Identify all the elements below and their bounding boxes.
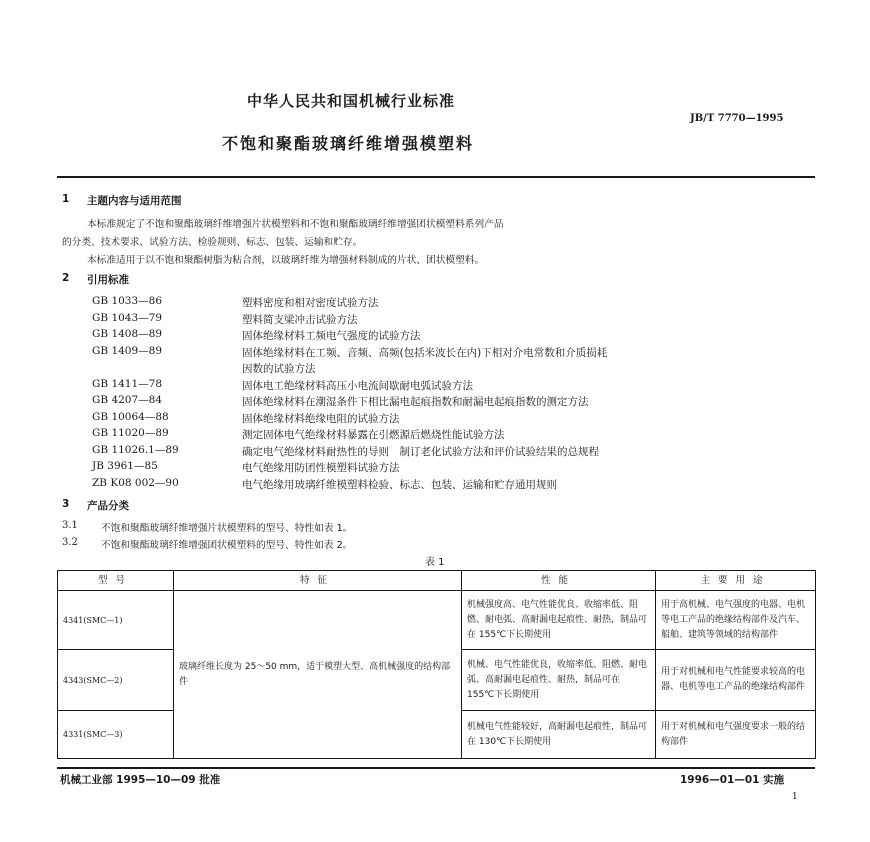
reference-code: GB 1409—89	[92, 345, 163, 357]
item-3-2-number: 3.2	[62, 537, 78, 548]
reference-title: 确定电气绝缘材料耐热性的导则 制订老化试验方法和评价试验结果的总规程	[242, 446, 599, 458]
header-usage: 主要用途	[656, 571, 816, 591]
reference-code: ZB K08 002—90	[92, 477, 179, 489]
item-3-1-number: 3.1	[62, 520, 78, 531]
cell-feature: 玻璃纤维长度为 25～50 mm，适于模塑大型、高机械强度的结构部件	[174, 591, 462, 759]
section-1-para2: 本标准适用于以不饱和聚酯树脂为粘合剂，以玻璃纤维为增强材料制成的片状、团状模塑料。	[87, 255, 485, 266]
item-3-2-text: 不饱和聚酯玻璃纤维增强团状模塑料的型号、特性如表 2。	[101, 540, 353, 551]
section-1-para1-line2: 的分类、技术要求、试验方法、检验规则、标志、包装、运输和贮存。	[62, 237, 363, 248]
document-title: 不饱和聚酯玻璃纤维增强模塑料	[222, 134, 475, 153]
cell-model: 4341(SMC—1)	[58, 591, 174, 650]
cell-usage: 用于对机械和电气强度要求一般的结构部件	[656, 711, 816, 759]
reference-code: GB 1408—89	[92, 328, 163, 340]
section-1-title: 主题内容与适用范围	[87, 195, 182, 207]
cell-usage: 用于对机械和电气性能要求较高的电器、电机等电工产品的绝缘结构部件	[656, 650, 816, 711]
reference-code: GB 1033—86	[92, 295, 163, 307]
cell-model: 4331(SMC—3)	[58, 711, 174, 759]
section-1-para1-line1: 本标准规定了不饱和聚酯玻璃纤维增强片状模塑料和不饱和聚酯玻璃纤维增强团状模塑料系列产品	[87, 219, 504, 230]
reference-title: 塑料密度和相对密度试验方法	[242, 297, 379, 309]
section-2-number: 2	[62, 272, 70, 284]
reference-title: 固体绝缘材料绝缘电阻的试验方法	[242, 413, 400, 425]
reference-title: 塑料简支梁冲击试验方法	[242, 314, 358, 326]
standard-category: 中华人民共和国机械行业标准	[247, 92, 456, 110]
header-model: 型号	[58, 571, 174, 591]
reference-code: GB 11026.1—89	[92, 444, 179, 456]
cell-performance: 机械电气性能较好，高耐漏电起痕性，制品可在 130℃下长期使用	[462, 711, 656, 759]
approval-line: 机械工业部 1995—10—09 批准	[60, 774, 221, 786]
cell-usage: 用于高机械、电气强度的电器、电机等电工产品的绝缘结构部件及汽车、船舶、建筑等领域的结构部件	[656, 591, 816, 650]
table-header-row	[58, 571, 816, 591]
product-table	[57, 570, 816, 759]
reference-code: JB 3961—85	[92, 460, 158, 472]
implementation-line: 1996—01—01 实施	[680, 774, 785, 786]
reference-code: GB 1411—78	[92, 378, 163, 390]
cell-model: 4343(SMC—2)	[58, 650, 174, 711]
header-performance: 性能	[462, 571, 656, 591]
header-feature: 特征	[174, 571, 462, 591]
item-3-1-text: 不饱和聚酯玻璃纤维增强片状模塑料的型号、特性如表 1。	[101, 523, 353, 534]
table-row	[58, 591, 816, 650]
reference-title: 固体绝缘材料工频电气强度的试验方法	[242, 330, 421, 342]
table-caption: 表 1	[425, 557, 445, 568]
reference-code: GB 11020—89	[92, 427, 169, 439]
reference-title-continued: 因数的试验方法	[242, 363, 316, 375]
footer-divider	[57, 767, 815, 769]
cell-performance: 机械强度高、电气性能优良、收缩率低、阻燃、耐电弧、高耐漏电起痕性、耐热，制品可在 155℃下长期使用	[462, 591, 656, 650]
section-3-title: 产品分类	[87, 500, 129, 512]
section-2-title: 引用标准	[87, 274, 129, 286]
reference-title: 固体绝缘材料在工频、音频、高频(包括米波长在内)下相对介电常数和介质损耗	[242, 347, 608, 359]
reference-code: GB 1043—79	[92, 312, 163, 324]
reference-title: 测定固体电气绝缘材料暴露在引燃源后燃烧性能试验方法	[242, 429, 505, 441]
standard-code: JB/T 7770—1995	[690, 113, 784, 124]
reference-code: GB 10064—88	[92, 411, 169, 423]
reference-title: 电气绝缘用防团性模塑料试验方法	[242, 462, 400, 474]
cell-performance: 机械、电气性能优良，收缩率低、阻燃、耐电弧、高耐漏电起痕性、耐热，制品可在 155℃下长期使用	[462, 650, 656, 711]
reference-title: 电气绝缘用玻璃纤维模塑料检验、标志、包装、运输和贮存通用规则	[242, 479, 557, 491]
reference-title: 固体电工绝缘材料高压小电流间歇耐电弧试验方法	[242, 380, 473, 392]
section-3-number: 3	[62, 498, 70, 510]
header-divider	[57, 176, 815, 178]
section-1-number: 1	[62, 193, 70, 205]
page-number: 1	[792, 792, 798, 802]
reference-code: GB 4207—84	[92, 394, 163, 406]
reference-title: 固体绝缘材料在潮湿条件下相比漏电起痕指数和耐漏电起痕指数的测定方法	[242, 396, 589, 408]
